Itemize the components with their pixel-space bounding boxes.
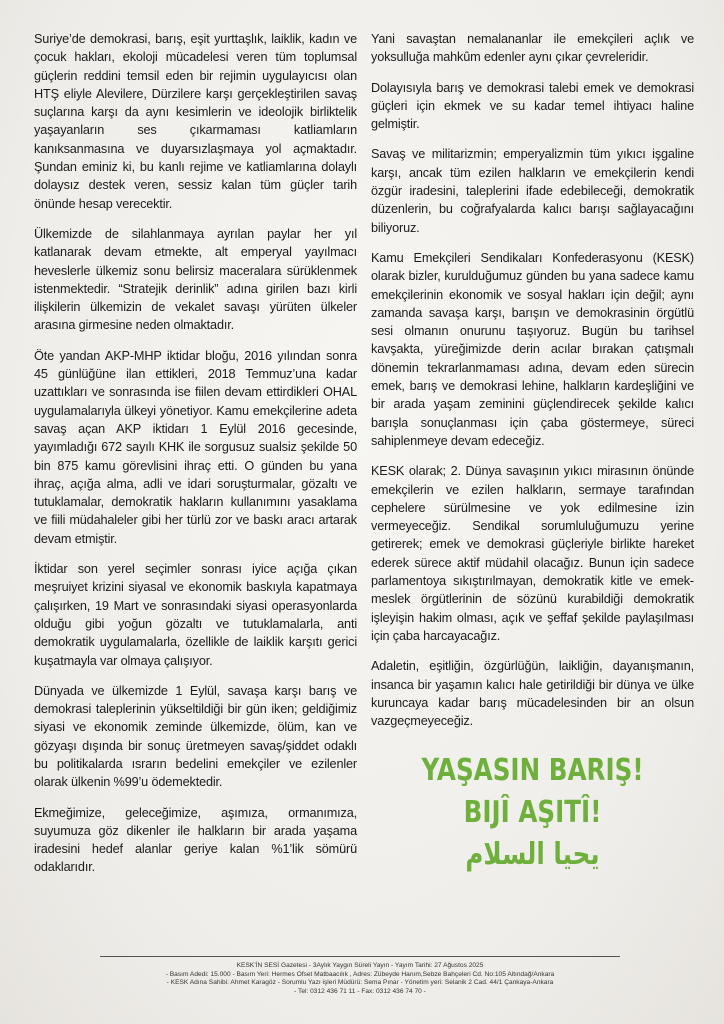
paragraph: Öte yandan AKP-MHP iktidar bloğu, 2016 yılından sonra 45 günlüğüne ilan ettikleri, 2018 Temmuz’una kadar uzattıkları ve sonrasında ise fiilen devam ettirdikleri OHAL uygulamalarıyla ülkeyi yönetiyor. Kamu emekçilerine adeta savaş açan AKP iktidarı 1 Eylül 2016 gecesinde, yayımladığı 672 sayılı KHK ile sorgusuz sualsiz şekilde 50 bin 875 kamu görevlisini ihraç etti. O günden bu yana ihraç, açığa alma, adli ve idari soruşturmalar, gözaltı ve tutuklamalar, demokratik hakların kullanımını yasaklama ve fiili müdahaleler gibi her türlü zor ve baskı aracı artarak devam etmiştir.: [34, 348, 357, 546]
slogan-block: [371, 750, 694, 876]
imprint-line: - Tel: 0312 436 71 11 - Fax: 0312 436 74 70 -: [294, 987, 426, 995]
paragraph: Yani savaştan nemalananlar ile emekçileri açlık ve yoksulluğa mahkûm edenler aynı çıkar çevreleridir.: [371, 32, 694, 65]
right-column: [371, 30, 694, 942]
imprint-line: KESK’İN SESİ Gazetesi - 3Aylık Yaygın Süreli Yayın - Yayım Tarihi: 27 Ağustos 2025: [236, 962, 484, 969]
imprint-line: - Basım Adedi: 15.000 - Basım Yeri: Hermes Ofset Matbaacılık , Adres: Zübeyde Hanım,Sebze Bahçeleri Cd. No:105 Altındağ/Ankara: [165, 970, 555, 978]
slogan-turkish: YAŞASIN BARIŞ!: [421, 753, 644, 789]
paragraph: Savaş ve militarizmin; emperyalizmin tüm yıkıcı işgaline karşı, ancak tüm ezilen halkların ve emekçilerin kendi özgür iradesini, taleplerini ifade edebileceği, demokratik düzenlerin, bu coğrafyalarda kalıcı barışı sağlayacağını biliyoruz.: [371, 147, 694, 235]
slogan-arabic: يحيا السلام: [465, 837, 600, 873]
slogan-kurdish: BIJÎ AŞITÎ!: [463, 795, 602, 831]
paragraph: Ekmeğimize, geleceğimize, aşımıza, ormanımıza, suyumuza göz dikenler ile halkların bir arada yaşama iradesini hedef alanlar geriye kalan %1’lik sömürü odaklarıdır.: [34, 805, 357, 875]
paragraph: Kamu Emekçileri Sendikaları Konfederasyonu (KESK) olarak bizler, kurulduğumuz günden bu yana sadece kamu emekçilerinin ekonomik ve sosyal hakları için değil; aynı zamanda savaşa karşı, barışın ve demokrasinin örgütlü sesi olmanın onurunu taşıyoruz. Bugün bu tarihsel kavşakta, yüreğimizde derin acılar bırakan çatışmalı dönemin tekrarlanmaması adına, devam eden sürecin emek, barış ve demokrasi lehine, halkların kardeşliğini ve bir arada yaşam zeminini güçlendirecek şekilde kalıcı barışla sonuçlanması için çaba göstermeye, süreci sahiplenmeye devam edeceğiz.: [371, 250, 694, 448]
paragraph: KESK olarak; 2. Dünya savaşının yıkıcı mirasının önünde emekçilerin ve ezilen halkların, sermaye tarafından cephelere sürülmesine ve yok edilmesine izin vermeyeceğiz. Sendikal sorumluluğumuzu yerine getirerek; emek ve demokrasi güçleriyle birlikte hareket ederek sürece aktif müdahil olacağız. Bunun için sadece parlamentoya sıkıştırılmayan, demokratik kitle ve emek-meslek örgütlerinin de sözünü kurabildiği demokratik işleyişin hakim olması, açık ve şeffaf şekilde paylaşılması için çaba harcayacağız.: [371, 464, 694, 643]
paragraph: Dolayısıyla barış ve demokrasi talebi emek ve demokrasi güçleri için ekmek ve su kadar temel ihtiyacı haline gelmiştir.: [371, 80, 694, 132]
left-column: [34, 30, 357, 942]
paragraph: Dünyada ve ülkemizde 1 Eylül, savaşa karşı barış ve demokrasi taleplerinin yükseltildiği bir gün iken; geldiğimiz siyasi ve ekonomik zeminde ülkemizde, ölüm, kan ve gözyaşı dışında bir sonuç üretmeyen savaş/şiddet odaklı bu politikalarda ısrarın bedelini emekçiler ve ezilenler olarak ülkenin %99’u ödemektedir.: [34, 683, 357, 790]
paragraph: Ülkemizde de silahlanmaya ayrılan paylar her yıl katlanarak devam etmekte, alt emperyal yayılmacı heveslerle ülkemiz sonu belirsiz maceralara sürüklenmek istenmektedir. “Stratejik derinlik” adına girilen bazı kirli ilişkilerin ülkemizin de vekalet savaşı yürüten ülkeler arasına girmesine neden olmaktadır.: [34, 226, 357, 333]
publication-imprint: [100, 956, 620, 996]
imprint-line: - KESK Adına Sahibi: Ahmet Karagöz - Sorumlu Yazı işleri Müdürü: Sema Pınar - Yönetim yeri: Selanik 2 Cad. 44/1 Çankaya-Ankara: [166, 979, 554, 987]
paragraph: Adaletin, eşitliğin, özgürlüğün, laikliğin, dayanışmanın, insanca bir yaşamın kalıcı hale getirildiği bir dünya ve ülke kuruncaya kadar barış mücadelesinden bir an olsun vazgeçmeyeceğiz.: [371, 659, 694, 729]
paragraph: Suriye’de demokrasi, barış, eşit yurttaşlık, laiklik, kadın ve çocuk hakları, ekoloji mücadelesi veren tüm toplumsal güçlerin reddini temsil eden bir rejimin uygulayıcısı olan HTŞ eliyle Alevilere, Dürzilere karşı gerçekleştirilen savaş suçlarına karşı da aynı kesimlerin ve ideolojik birliktelik yaşayanların ses çıkarmaması katliamların kanıksanmasına ve duyarsızlaşmaya yol açmaktadır. Şundan eminiz ki, bu kanlı rejime ve katliamlarına dolaylı dolaysız destek veren, sessiz kalan tüm güçler tarih önünde hesap verecektir.: [34, 32, 357, 211]
paragraph: İktidar son yerel seçimler sonrası iyice açığa çıkan meşruiyet krizini siyasal ve ekonomik baskıyla kapatmaya çalışırken, 19 Mart ve sonrasındaki siyasi operasyonlarda olduğu gibi yoğun gözaltı ve tutuklamalarla, anti demokratik uygulamalarla, özellikle de laiklik karşıtı gerici kuşatmayla var olmaya çalışıyor.: [34, 562, 357, 668]
article-body: [34, 30, 694, 942]
